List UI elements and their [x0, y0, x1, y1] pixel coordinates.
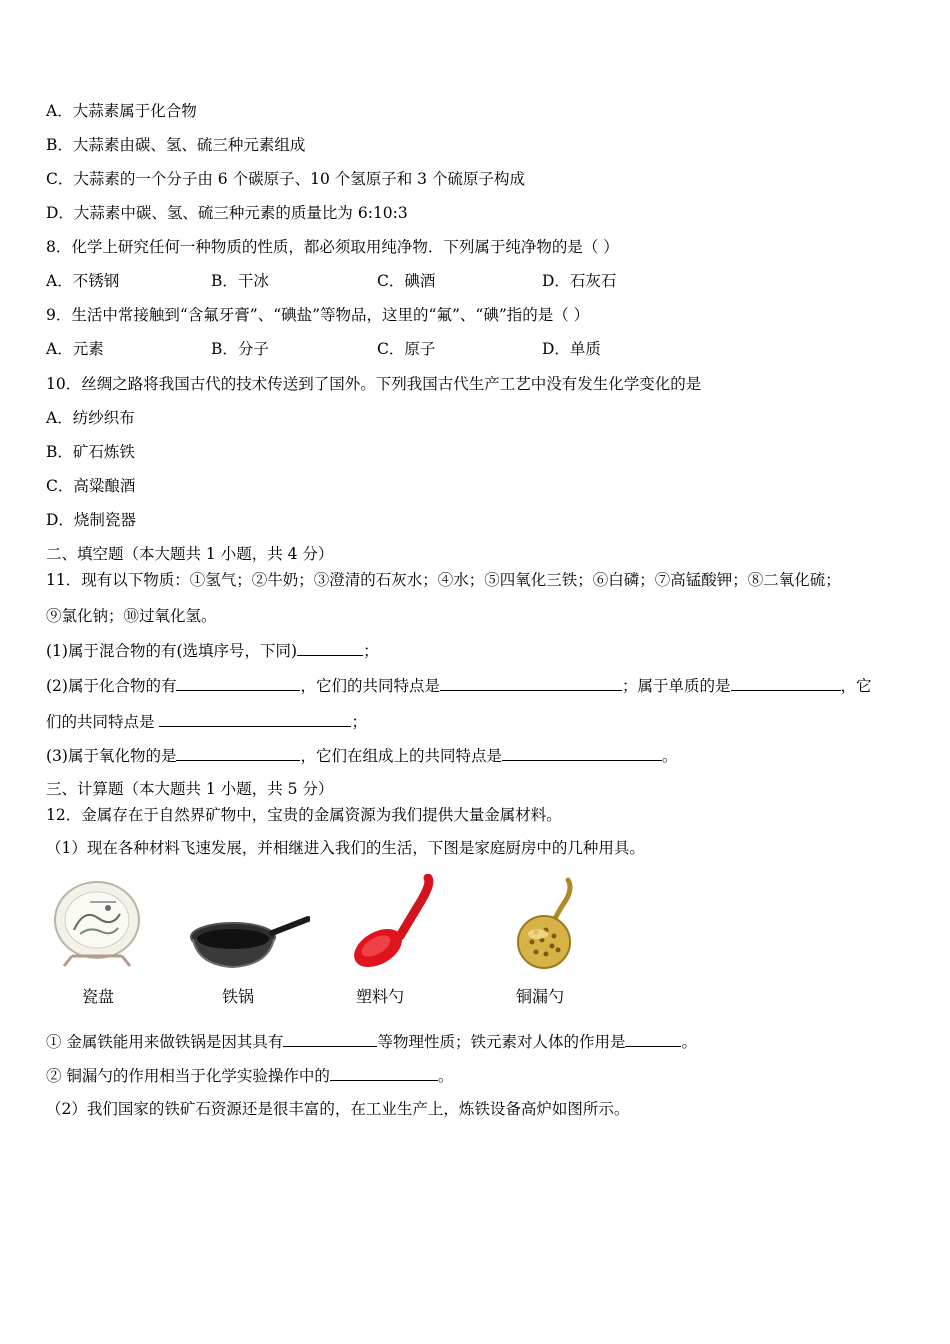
q12-sub1-item1 — [46, 1031, 697, 1052]
q12-item1-text: ① 金属铁能用来做铁锅是因其具有 — [46, 1033, 284, 1051]
q11-part2 — [46, 675, 872, 696]
q7-option-b: B．大蒜素由碳、氢、硫三种元素组成 — [46, 136, 306, 154]
blank-elements-feature[interactable] — [159, 711, 351, 727]
blank-elements[interactable] — [731, 675, 841, 691]
q11-part3-text: (3)属于氧化物的是 — [46, 747, 177, 765]
q11-part3 — [46, 745, 678, 766]
blank-compounds-feature[interactable] — [440, 675, 622, 691]
q11-part2-text-d: ，它 — [840, 677, 872, 695]
caption-plastic-spoon: 塑料勺 — [355, 987, 404, 1006]
q10-option-d: D．烧制瓷器 — [46, 511, 136, 529]
q9-option-c: C．原子 — [377, 340, 436, 358]
q8-options — [46, 271, 906, 291]
q7-option-d: D．大蒜素中碳、氢、硫三种元素的质量比为 6:10:3 — [46, 204, 408, 222]
q8-option-a: A．不锈钢 — [46, 272, 120, 290]
q11-part1-end: ； — [363, 642, 379, 660]
q8-option-c: C．碘酒 — [377, 272, 436, 290]
q11-part2-text-b: ，它们的共同特点是 — [300, 677, 440, 695]
copper-ladle-image — [510, 876, 580, 974]
q11-line1: 11．现有以下物质：①氢气；②牛奶；③澄清的石灰水；④水；⑤四氧化三铁；⑥白磷；⑦高锰酸钾；⑧二氧化硫； — [46, 571, 841, 589]
q11-part1-text: (1)属于混合物的有(选填序号，下同) — [46, 642, 298, 660]
q11-line2: ⑨氯化钠；⑩过氧化氢。 — [46, 607, 217, 625]
q11-part2-end: ； — [351, 713, 367, 731]
q10-option-b: B．矿石炼铁 — [46, 443, 135, 461]
q8-option-d: D．石灰石 — [542, 272, 617, 290]
q10-option-c: C．高粱酿酒 — [46, 477, 136, 495]
caption-porcelain-plate: 瓷盘 — [81, 987, 114, 1006]
porcelain-plate-image — [50, 878, 145, 968]
q11-part3-text-b: ，它们在组成上的共同特点是 — [300, 747, 502, 765]
q12-sub1: （1）现在各种材料飞速发展，并相继进入我们的生活，下图是家庭厨房中的几种用具。 — [46, 839, 645, 857]
q10-option-a: A．纺纱织布 — [46, 409, 135, 427]
q9-stem: 9．生活中常接触到“含氟牙膏”、“碘盐”等物品，这里的“氟”、“碘”指的是（ ） — [46, 306, 590, 324]
iron-wok-image — [188, 913, 310, 975]
blank-ladle-operation[interactable] — [330, 1065, 438, 1081]
caption-copper-ladle: 铜漏勺 — [515, 987, 564, 1006]
q11-part1 — [46, 640, 379, 661]
caption-iron-wok: 铁锅 — [221, 987, 254, 1006]
q7-option-a: A．大蒜素属于化合物 — [46, 102, 197, 120]
q9-options — [46, 339, 906, 359]
section3-heading: 三、计算题（本大题共 1 小题，共 5 分） — [46, 780, 334, 798]
blank-iron-property[interactable] — [283, 1031, 377, 1047]
q9-option-b: B．分子 — [211, 340, 269, 358]
q12-item2-end: 。 — [437, 1067, 454, 1085]
q11-part2-text-c: ；属于单质的是 — [621, 677, 731, 695]
q7-option-c: C．大蒜素的一个分子由 6 个碳原子、10 个氢原子和 3 个硫原子构成 — [46, 170, 525, 188]
blank-iron-role[interactable] — [625, 1031, 681, 1047]
q11-part2-text: (2)属于化合物的有 — [46, 677, 177, 695]
q12-item1-end: 。 — [681, 1033, 697, 1051]
blank-oxides-feature[interactable] — [502, 745, 662, 761]
q10-stem: 10．丝绸之路将我国古代的技术传送到了国外。下列我国古代生产工艺中没有发生化学变化的是 — [46, 375, 702, 393]
q11-part3-end: 。 — [661, 747, 678, 765]
q11-part2-cont — [46, 711, 367, 732]
blank-compounds[interactable] — [176, 675, 300, 691]
q12-item2-text: ② 铜漏勺的作用相当于化学实验操作中的 — [46, 1067, 330, 1085]
q9-option-a: A．元素 — [46, 340, 104, 358]
q8-option-b: B．干冰 — [211, 272, 269, 290]
q8-stem: 8．化学上研究任何一种物质的性质，都必须取用纯净物．下列属于纯净物的是（ ） — [46, 238, 619, 256]
blank-mixtures[interactable] — [297, 640, 363, 656]
q12-sub2: （2）我们国家的铁矿石资源还是很丰富的，在工业生产上，炼铁设备高炉如图所示。 — [46, 1100, 630, 1118]
q9-option-d: D．单质 — [542, 340, 601, 358]
q12-sub1-item2 — [46, 1065, 453, 1086]
q11-part2-text-e: 们的共同特点是 — [46, 713, 160, 731]
plastic-spoon-image — [348, 874, 436, 972]
q12-stem: 12．金属存在于自然界矿物中，宝贵的金属资源为我们提供大量金属材料。 — [46, 806, 562, 824]
blank-oxides[interactable] — [176, 745, 300, 761]
q12-item1-text-b: 等物理性质；铁元素对人体的作用是 — [377, 1033, 626, 1051]
section2-heading: 二、填空题（本大题共 1 小题，共 4 分） — [46, 545, 334, 563]
